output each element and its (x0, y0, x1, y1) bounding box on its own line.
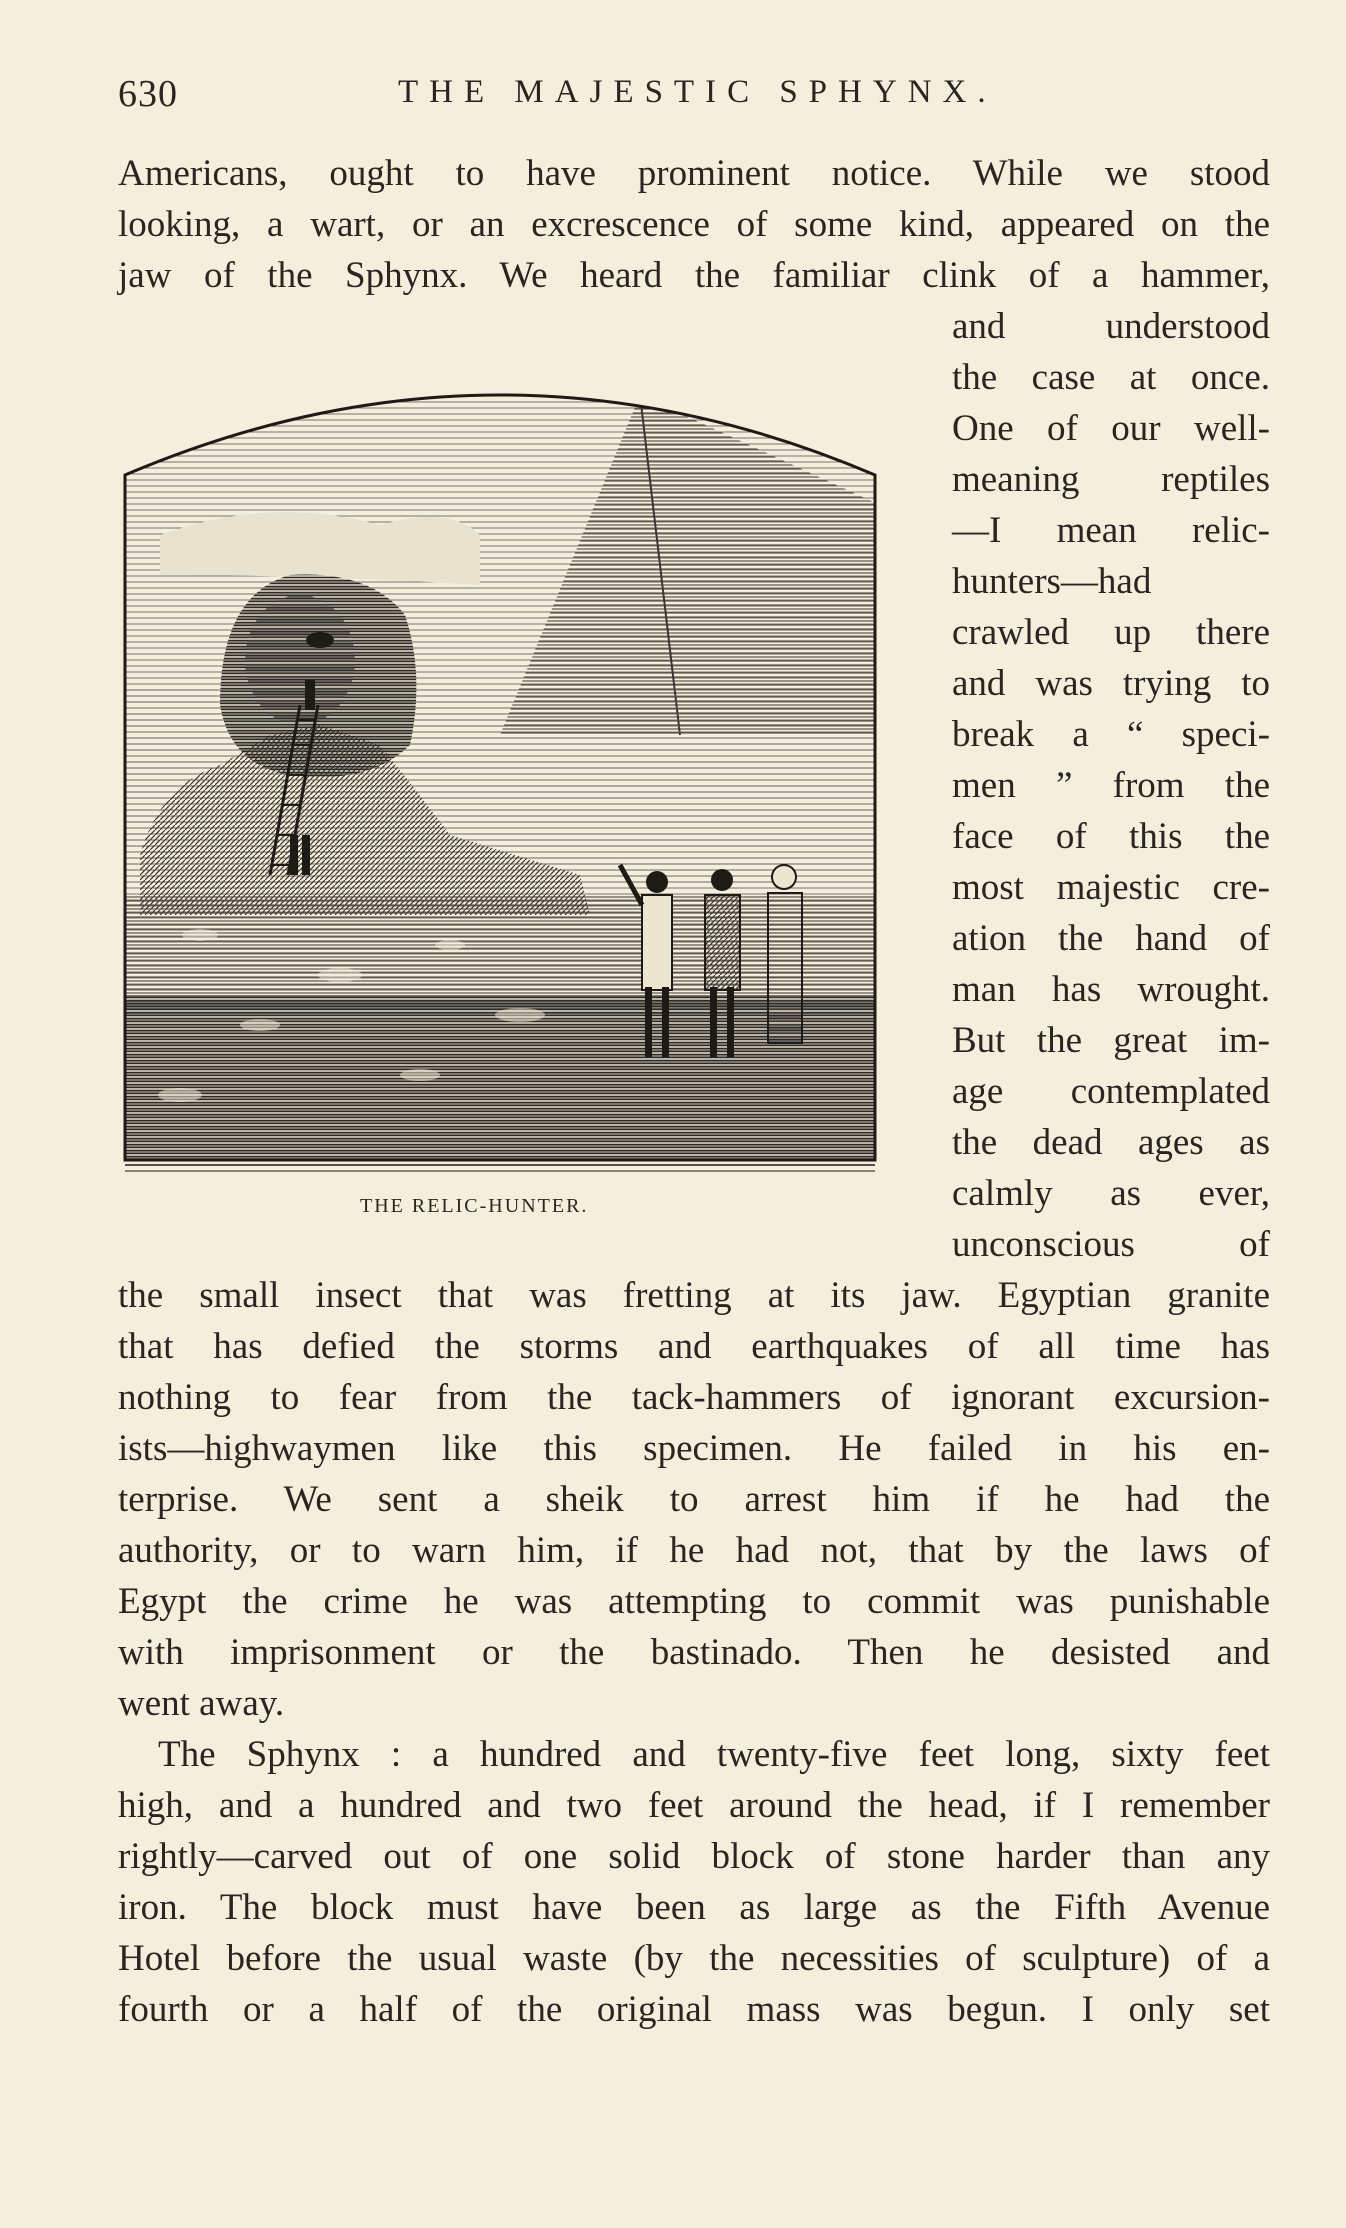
text-line: Egypt the crime he was attempting to commit was punishable (118, 1581, 1270, 1622)
text-line: the dead ages as (952, 1122, 1270, 1163)
text-line: Americans, ought to have prominent notice. While we stood (118, 153, 1270, 194)
text-line: and understood (952, 306, 1270, 347)
text-line: face of this the (952, 816, 1270, 857)
figure-caption: THE RELIC-HUNTER. (360, 1195, 589, 1217)
text-line: break a “ speci- (952, 714, 1270, 755)
text-line: Hotel before the usual waste (by the necessities of sculpture) of a (118, 1938, 1270, 1979)
text-line: the small insect that was fretting at its jaw. Egyptian granite (118, 1275, 1270, 1316)
text-line: The Sphynx : a hundred and twenty-five feet long, sixty feet (158, 1734, 1270, 1775)
text-line: —I mean relic- (952, 510, 1270, 551)
text-line: One of our well- (952, 408, 1270, 449)
text-line: crawled up there (952, 612, 1270, 653)
text-line: fourth or a half of the original mass was begun. I only set (118, 1989, 1270, 2030)
text-line: men ” from the (952, 765, 1270, 806)
text-line: with imprisonment or the bastinado. Then he desisted and (118, 1632, 1270, 1673)
text-line: most majestic cre- (952, 867, 1270, 908)
text-line: went away. (118, 1683, 285, 1724)
text-line: unconscious of (952, 1224, 1270, 1265)
text-line: ists—highwaymen like this specimen. He failed in his en- (118, 1428, 1270, 1469)
running-head: THE MAJESTIC SPHYNX. (398, 74, 997, 110)
text-line: meaning reptiles (952, 459, 1270, 500)
text-line: and was trying to (952, 663, 1270, 704)
text-line: But the great im- (952, 1020, 1270, 1061)
text-line: hunters—had (952, 561, 1152, 602)
text-line: nothing to fear from the tack-hammers of ignorant excursion- (118, 1377, 1270, 1418)
text-line: iron. The block must have been as large as the Fifth Avenue (118, 1887, 1270, 1928)
text-line: age contemplated (952, 1071, 1270, 1112)
text-line: calmly as ever, (952, 1173, 1270, 1214)
text-line: authority, or to warn him, if he had not, that by the laws of (118, 1530, 1270, 1571)
page-header (118, 64, 1268, 124)
text-line: the case at once. (952, 357, 1270, 398)
page-number: 630 (118, 73, 178, 115)
text-line: looking, a wart, or an excrescence of some kind, appeared on the (118, 204, 1270, 245)
text-line: ation the hand of (952, 918, 1270, 959)
text-line: man has wrought. (952, 969, 1270, 1010)
text-line: high, and a hundred and two feet around the head, if I remember (118, 1785, 1270, 1826)
text-line: terprise. We sent a sheik to arrest him if he had the (118, 1479, 1270, 1520)
text-line: rightly—carved out of one solid block of stone harder than any (118, 1836, 1270, 1877)
text-line: that has defied the storms and earthquakes of all time has (118, 1326, 1270, 1367)
text-line: jaw of the Sphynx. We heard the familiar clink of a hammer, (118, 255, 1270, 296)
relic-hunter-engraving (120, 375, 880, 1190)
cloud (160, 512, 480, 585)
